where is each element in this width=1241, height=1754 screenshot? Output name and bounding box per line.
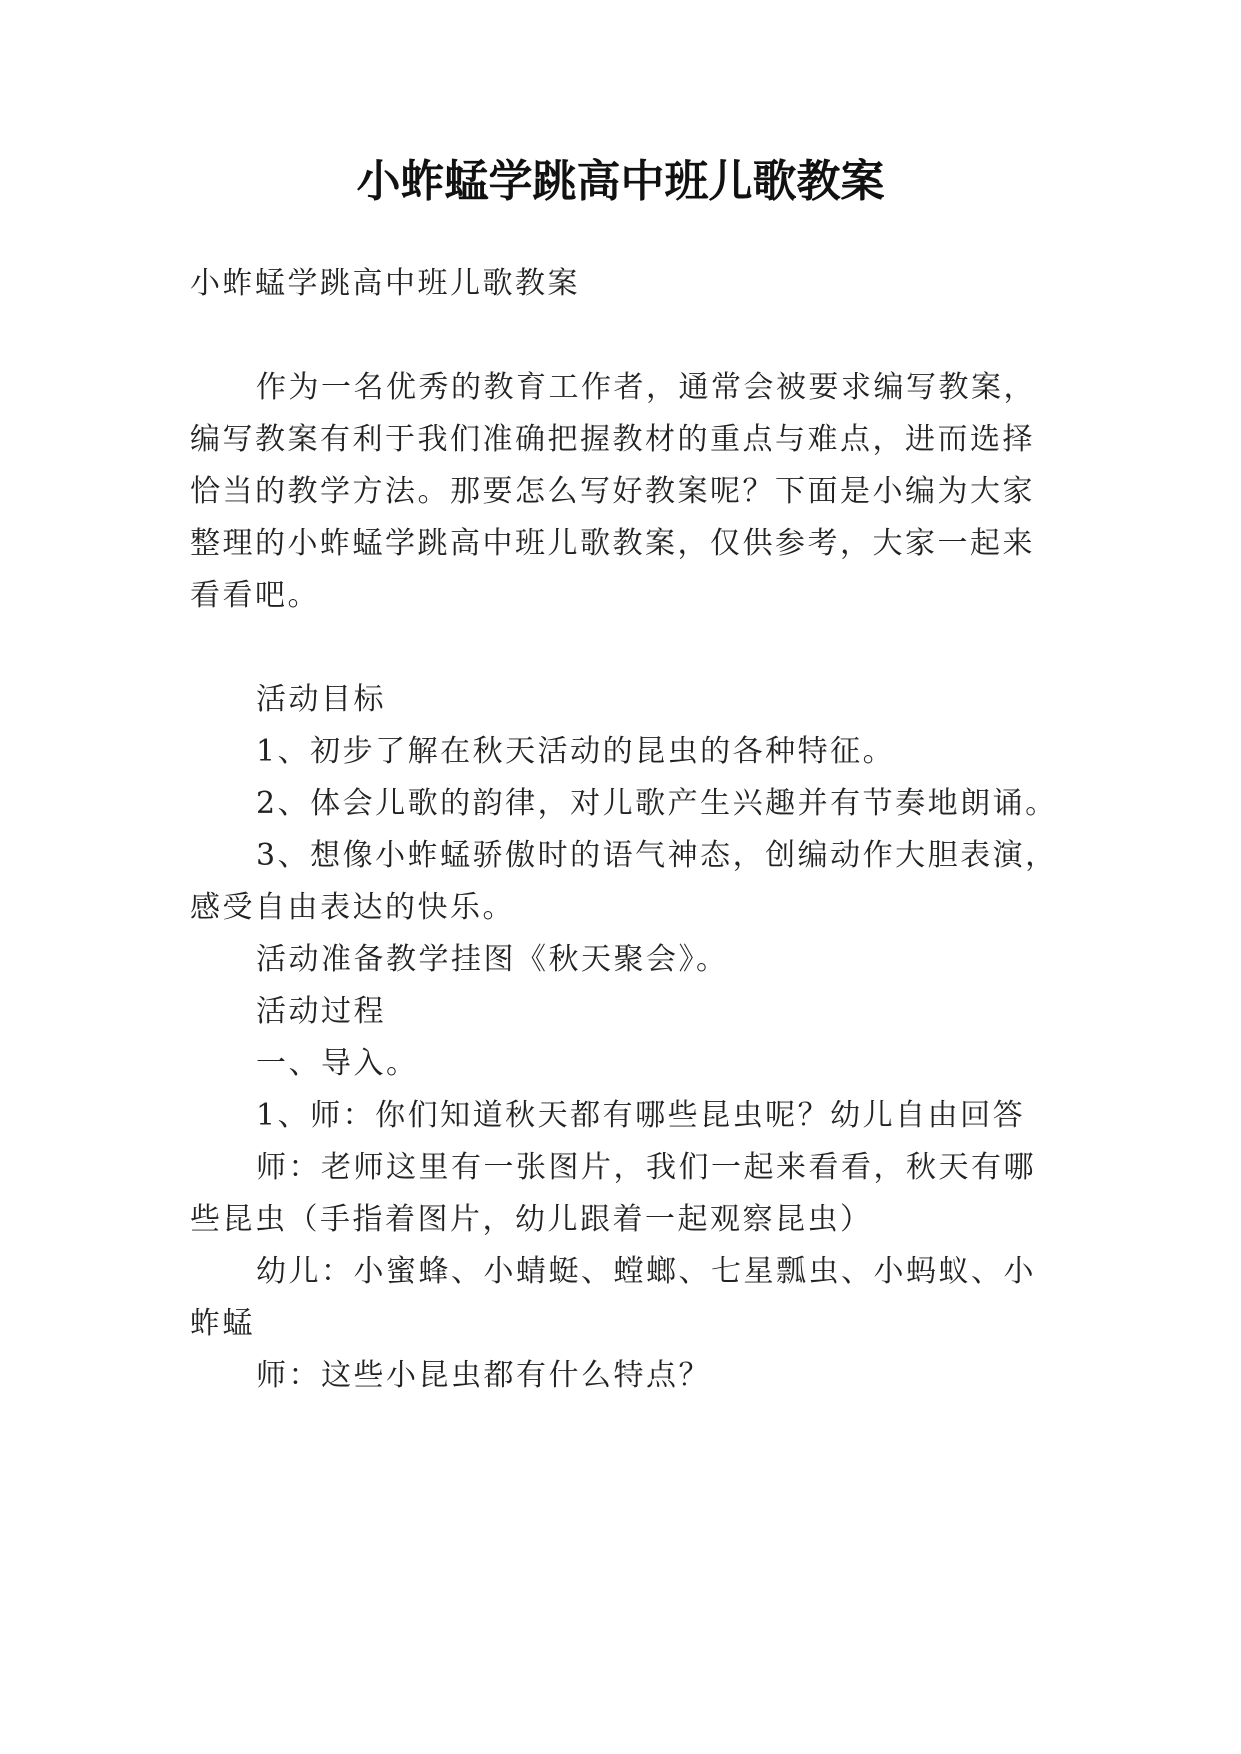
- document-subtitle: 小蚱蜢学跳高中班儿歌教案: [190, 266, 580, 301]
- list-item-continuation: 感受自由表达的快乐。: [190, 890, 515, 925]
- dialogue-line: 师：老师这里有一张图片，我们一起来看看，秋天有哪: [256, 1150, 1036, 1185]
- list-item: 2、体会儿歌的韵律，对儿歌产生兴趣并有节奏地朗诵。: [256, 786, 1058, 821]
- dialogue-line: 师：这些小昆虫都有什么特点？: [256, 1358, 711, 1393]
- dialogue-line-continuation: 蚱蜢: [190, 1306, 255, 1341]
- dialogue-line: 幼儿：小蜜蜂、小蜻蜓、螳螂、七星瓢虫、小蚂蚁、小: [256, 1254, 1036, 1289]
- paragraph-line: 恰当的教学方法。那要怎么写好教案呢？下面是小编为大家: [190, 474, 1035, 509]
- activity-preparation: 活动准备教学挂图《秋天聚会》。: [256, 942, 729, 977]
- paragraph-line: 编写教案有利于我们准确把握教材的重点与难点，进而选择: [190, 422, 1035, 457]
- document-title: 小蚱蜢学跳高中班儿歌教案: [356, 156, 885, 207]
- dialogue-line: 1、师：你们知道秋天都有哪些昆虫呢？幼儿自由回答: [256, 1098, 1026, 1133]
- list-item: 3、想像小蚱蜢骄傲时的语气神态，创编动作大胆表演，: [256, 838, 1058, 873]
- section-heading-activity-process: 活动过程: [256, 994, 386, 1029]
- section-heading-activity-goals: 活动目标: [256, 682, 386, 717]
- paragraph-line: 整理的小蚱蜢学跳高中班儿歌教案，仅供参考，大家一起来: [190, 526, 1035, 561]
- dialogue-line-continuation: 些昆虫（手指着图片，幼儿跟着一起观察昆虫）: [190, 1202, 873, 1237]
- step-heading: 一、导入。: [256, 1046, 419, 1081]
- paragraph-line: 作为一名优秀的教育工作者，通常会被要求编写教案，: [256, 370, 1036, 405]
- paragraph-line: 看看吧。: [190, 578, 320, 613]
- list-item: 1、初步了解在秋天活动的昆虫的各种特征。: [256, 734, 896, 769]
